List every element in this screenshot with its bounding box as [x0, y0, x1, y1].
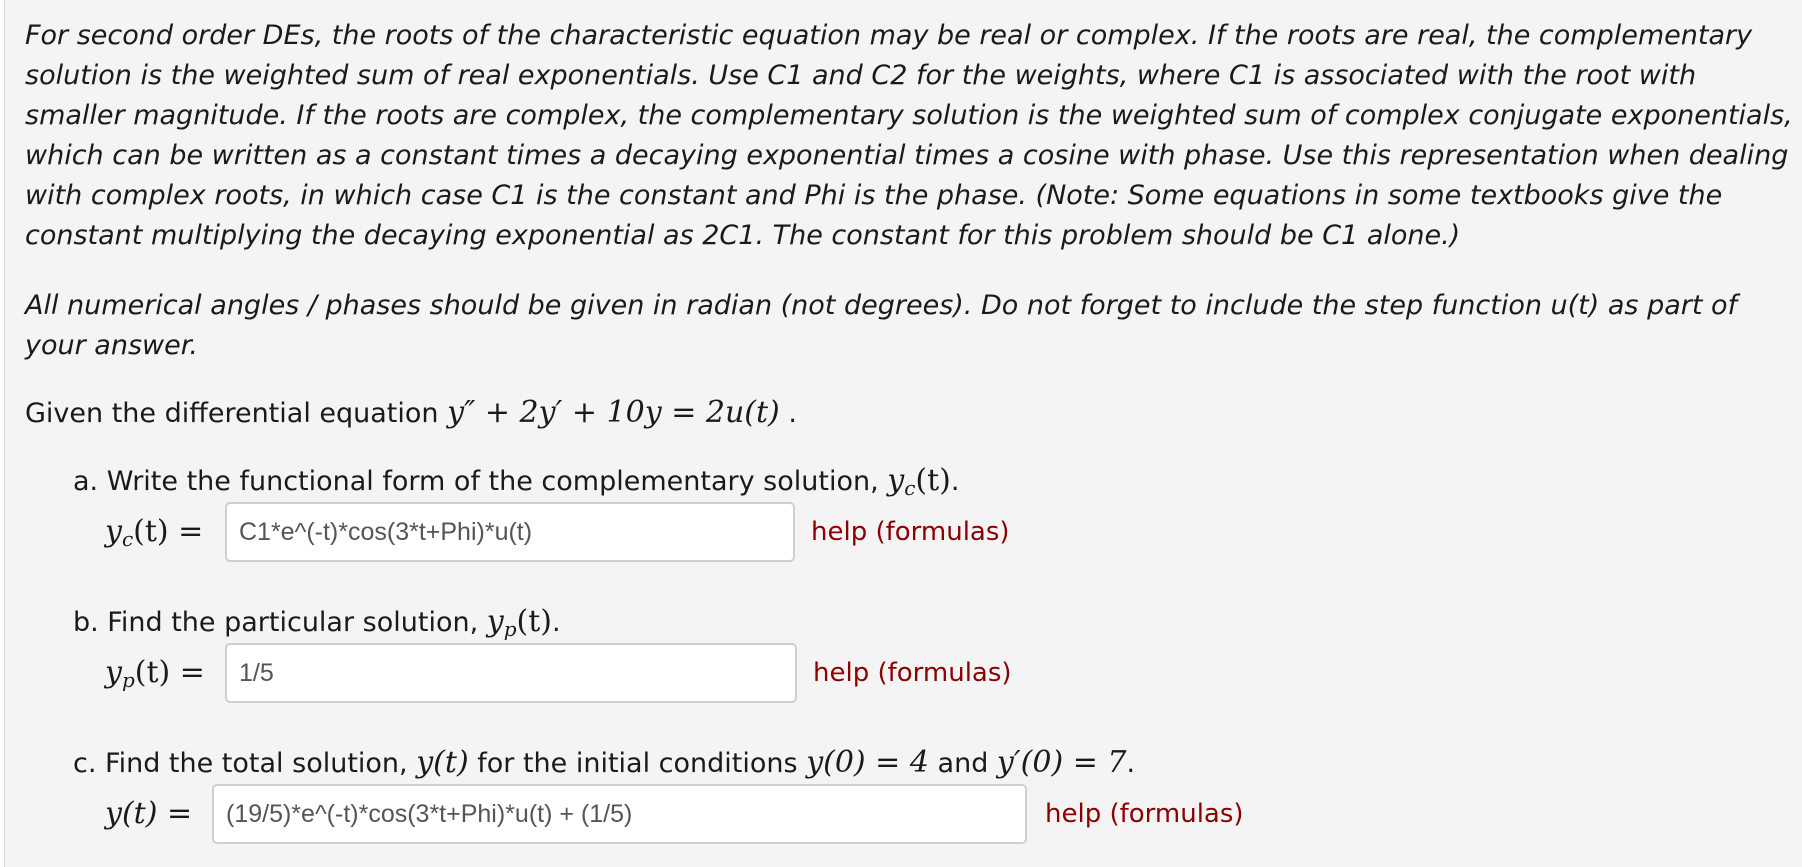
- question-c-suffix: .: [1126, 748, 1136, 779]
- radian-note-paragraph: All numerical angles / phases should be given in radian (not degrees). Do not forget to include the step function u(t) as part of your answer.: [25, 290, 1738, 361]
- help-formulas-link-a[interactable]: help (formulas): [811, 517, 1010, 547]
- complementary-solution-input[interactable]: [225, 502, 795, 562]
- question-a: [73, 461, 959, 508]
- question-b-text: b. Find the particular solution,: [73, 607, 479, 638]
- answer-c-label: y(t) =: [105, 796, 193, 831]
- question-c-middle: for the initial conditions: [477, 748, 798, 779]
- question-b: [73, 602, 561, 649]
- question-a-suffix: .: [950, 466, 960, 497]
- given-equation-line: [25, 393, 797, 434]
- help-formulas-link-c[interactable]: help (formulas): [1045, 799, 1244, 829]
- help-formulas-link-b[interactable]: help (formulas): [813, 658, 1012, 688]
- answer-b-label: $y_p(t)$ =: [105, 655, 205, 692]
- problem-panel: [4, 0, 1802, 867]
- question-b-suffix: .: [552, 607, 561, 638]
- given-suffix: .: [779, 398, 797, 429]
- initial-condition-2: y′(0) = 7: [996, 745, 1127, 780]
- particular-solution-input[interactable]: [225, 643, 797, 703]
- question-a-text: a. Write the functional form of the complementary solution,: [73, 466, 879, 497]
- initial-condition-1: y(0) = 4: [806, 745, 929, 780]
- question-c-function: y(t): [416, 745, 469, 780]
- instructions-paragraph: For second order DEs, the roots of the characteristic equation may be real or complex. If the roots are real, the complementary solution is the weighted sum of real exponentials. Use C1 and C2 for the weights, where C1 is associated with the root with smaller magnitude. If the roots are complex, the complementary solution is the weighted sum of complex conjugate exponentials, which can be written as a constant times a decaying exponential times a cosine with phase. Use this representation when dealing with complex roots, in which case C1 is the constant and Phi is the phase. (Note: Some equations in some textbooks give the constant multiplying the decaying exponential as 2C1. The constant for this problem should be C1 alone.): [25, 20, 1793, 251]
- question-b-symbol: $y_p(t)$: [486, 604, 552, 641]
- differential-equation: y″ + 2y′ + 10y = 2u(t): [447, 395, 780, 430]
- given-prefix: Given the differential equation: [25, 398, 439, 429]
- question-a-symbol: $y_c(t)$: [887, 463, 951, 500]
- total-solution-input[interactable]: [212, 784, 1027, 844]
- question-c: [73, 743, 1135, 784]
- question-c-and: and: [937, 748, 989, 779]
- question-c-text: c. Find the total solution,: [73, 748, 408, 779]
- answer-a-label: $y_c(t)$ =: [105, 514, 204, 551]
